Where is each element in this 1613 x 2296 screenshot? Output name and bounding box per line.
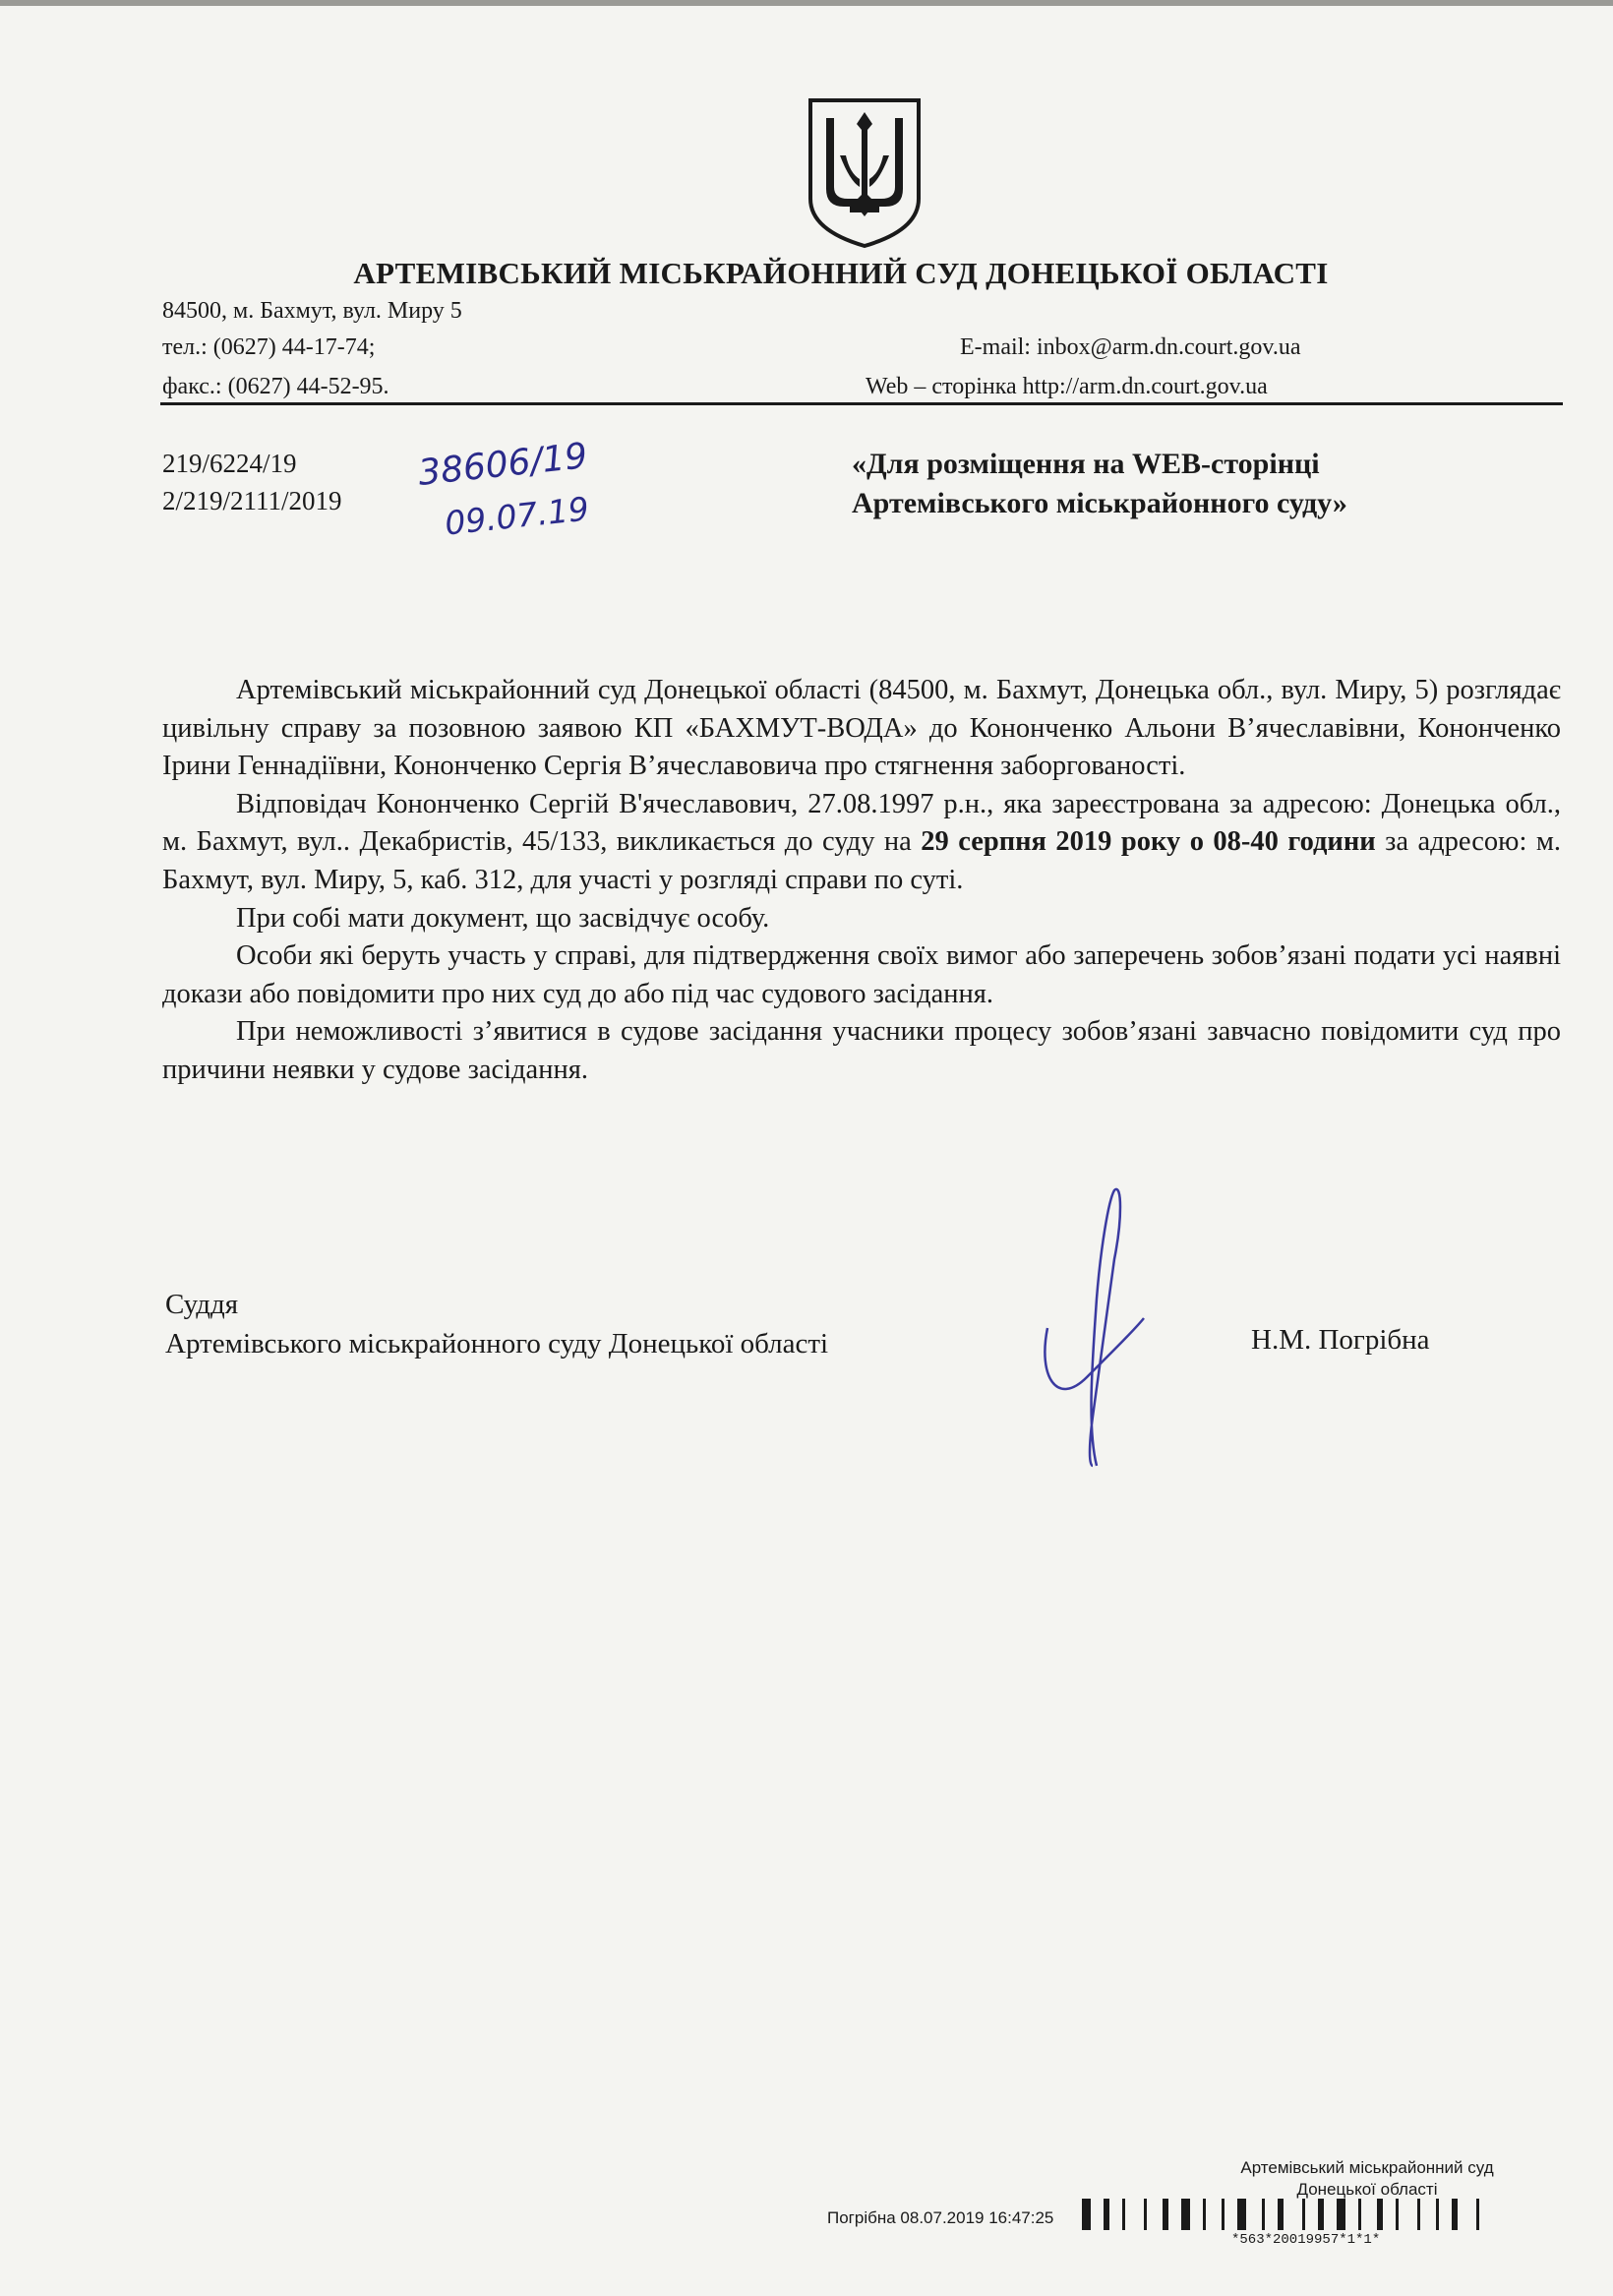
web-note-line-2: Артемівського міськрайонного суду» — [852, 487, 1347, 519]
court-fax: факс.: (0627) 44-52-95. — [162, 374, 389, 399]
judge-name: Н.М. Погрібна — [1251, 1324, 1430, 1356]
paragraph-case-description: Артемівський міськрайонний суд Донецької області (84500, м. Бахмут, Донецька обл., вул. Миру, 5) розглядає цивільну справу за позовною заявою КП «БАХМУТ-ВОДА» до Конончeнко Альони В’ячеславівни, Конончeнко Ірини Геннадіївни, Конончeнко Сергія В’ячеславовича про стягнення заборгованості. — [162, 675, 1561, 782]
handwritten-date: 09.07.19 — [443, 489, 591, 543]
judge-title: Суддя — [165, 1289, 239, 1320]
signature-block — [165, 1285, 828, 1363]
paragraph-evidence: Особи які беруть участь у справі, для підтвердження своїх вимог або заперечень зобов’язані подати усі наявні докази або повідомити про них суд до або під час судового засідання. — [162, 940, 1561, 1009]
paragraph-summons — [162, 786, 1561, 900]
paragraph-absence: При неможливості з’явитися в судове засідання учасники процесу зобов’язані завчасно повідомити суд про причини неявки у судове засідання. — [162, 1016, 1561, 1085]
court-website: Web – сторінка http://arm.dn.court.gov.ua — [866, 374, 1268, 399]
handwritten-number: 38606/19 — [416, 436, 590, 494]
judge-court: Артемівського міськрайонного суду Донецької області — [165, 1328, 829, 1359]
web-note-line-1: «Для розміщення на WEB-сторінці — [852, 448, 1320, 480]
court-address: 84500, м. Бахмут, вул. Миру 5 — [162, 298, 462, 324]
web-placement-note — [852, 445, 1347, 523]
scan-top-edge — [0, 0, 1613, 6]
case-number-1: 219/6224/19 — [162, 449, 297, 478]
registry-court-line-1: Артемівський міськрайонний суд — [1240, 2158, 1494, 2177]
handwritten-signature — [1028, 1180, 1175, 1476]
paragraph-id-document: При собі мати документ, що засвідчує особу. — [236, 902, 770, 934]
letter-body — [162, 672, 1561, 1090]
registry-stamp: Погрібна 08.07.2019 16:47:25 — [827, 2208, 1054, 2227]
court-title: АРТЕМІВСЬКИЙ МІСЬКРАЙОННИЙ СУД ДОНЕЦЬКОЇ ОБЛАСТІ — [353, 256, 1329, 290]
registry-court-line-2: Донецької області — [1296, 2180, 1438, 2199]
barcode-code: *563*20019957*1*1* — [1231, 2232, 1381, 2248]
header-divider — [160, 402, 1563, 405]
trident-emblem-icon — [806, 96, 923, 250]
court-email: E-mail: inbox@arm.dn.court.gov.ua — [960, 334, 1301, 360]
court-phone: тел.: (0627) 44-17-74; — [162, 334, 376, 360]
summons-text-start: Відповідач Конончeнко Сергій В'ячеславович, 27.08.1997 р.н., яка зареєстрована за адресою: Донецька обл., м. Бахмут, вул.. Декабристів, 45/133, викликається до суду на — [162, 788, 1561, 858]
hearing-datetime: 29 серпня 2019 року о 08-40 години — [921, 826, 1376, 858]
summons-text-end: за адресою: м. Бахмут, вул. Миру, 5, каб. 312, для участі у розгляді справи по суті. — [162, 826, 1562, 895]
case-number-2: 2/219/2111/2019 — [162, 486, 342, 515]
